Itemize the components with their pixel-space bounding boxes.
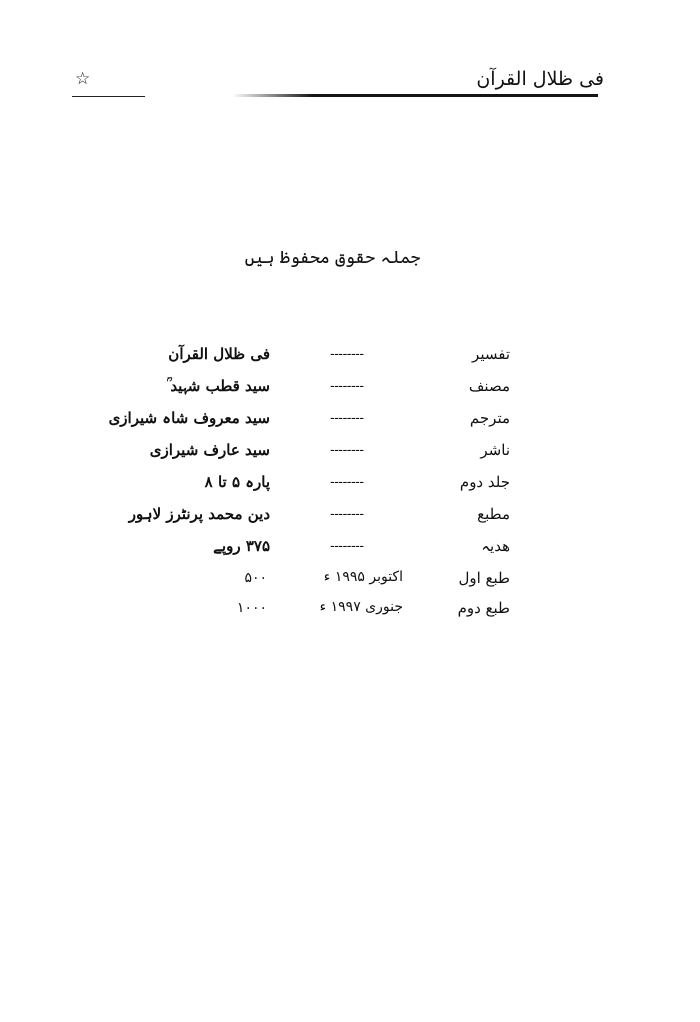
info-value: سید قطب شہید ؒ bbox=[166, 377, 270, 395]
info-dash: -------- bbox=[330, 539, 364, 554]
info-value: فی ظلال القرآن bbox=[168, 345, 270, 363]
edition-label: طبع دوم bbox=[457, 599, 510, 617]
header-rule-left bbox=[72, 96, 145, 97]
info-label: مصنف bbox=[468, 377, 510, 395]
edition-date: اکتوبر ۱۹۹۵ ء bbox=[323, 569, 403, 585]
edition-count: ۱۰۰۰ bbox=[236, 600, 267, 616]
edition-label: طبع اول bbox=[458, 569, 510, 587]
info-row-price bbox=[0, 537, 700, 567]
info-dash: -------- bbox=[330, 347, 364, 362]
running-header-title: فی ظلال القرآن bbox=[476, 68, 604, 90]
info-dash: -------- bbox=[330, 411, 364, 426]
edition-row-first bbox=[0, 569, 700, 599]
info-label: ناشر bbox=[480, 441, 510, 459]
copyright-notice: جملہ حقوق محفوظ ہیں bbox=[244, 248, 421, 268]
header-rule-right bbox=[232, 94, 598, 97]
info-label: ھدیہ bbox=[481, 537, 510, 555]
info-value: سید عارف شیرازی bbox=[149, 441, 270, 459]
edition-count: ۵۰۰ bbox=[244, 570, 267, 586]
info-label: تفسیر bbox=[472, 345, 510, 363]
edition-row-second bbox=[0, 599, 700, 629]
info-dash: -------- bbox=[330, 475, 364, 490]
info-row-translator bbox=[0, 409, 700, 439]
info-row-author bbox=[0, 377, 700, 407]
info-label: جلد دوم bbox=[459, 473, 510, 491]
info-dash: -------- bbox=[330, 443, 364, 458]
info-row-press bbox=[0, 505, 700, 535]
info-label: مترجم bbox=[469, 409, 510, 427]
info-row-publisher bbox=[0, 441, 700, 471]
star-icon: ☆ bbox=[75, 69, 91, 89]
edition-date: جنوری ۱۹۹۷ ء bbox=[319, 599, 403, 615]
info-row-volume bbox=[0, 473, 700, 503]
info-value: پارہ ۵ تا ۸ bbox=[204, 473, 270, 491]
info-row-tafseer bbox=[0, 345, 700, 375]
info-label: مطبع bbox=[477, 505, 510, 523]
info-dash: -------- bbox=[330, 379, 364, 394]
info-dash: -------- bbox=[330, 507, 364, 522]
info-value: ۳۷۵ روپے bbox=[213, 537, 270, 555]
info-value: سید معروف شاہ شیرازی bbox=[108, 409, 270, 427]
info-value: دین محمد پرنٹرز لاہور bbox=[128, 505, 270, 523]
